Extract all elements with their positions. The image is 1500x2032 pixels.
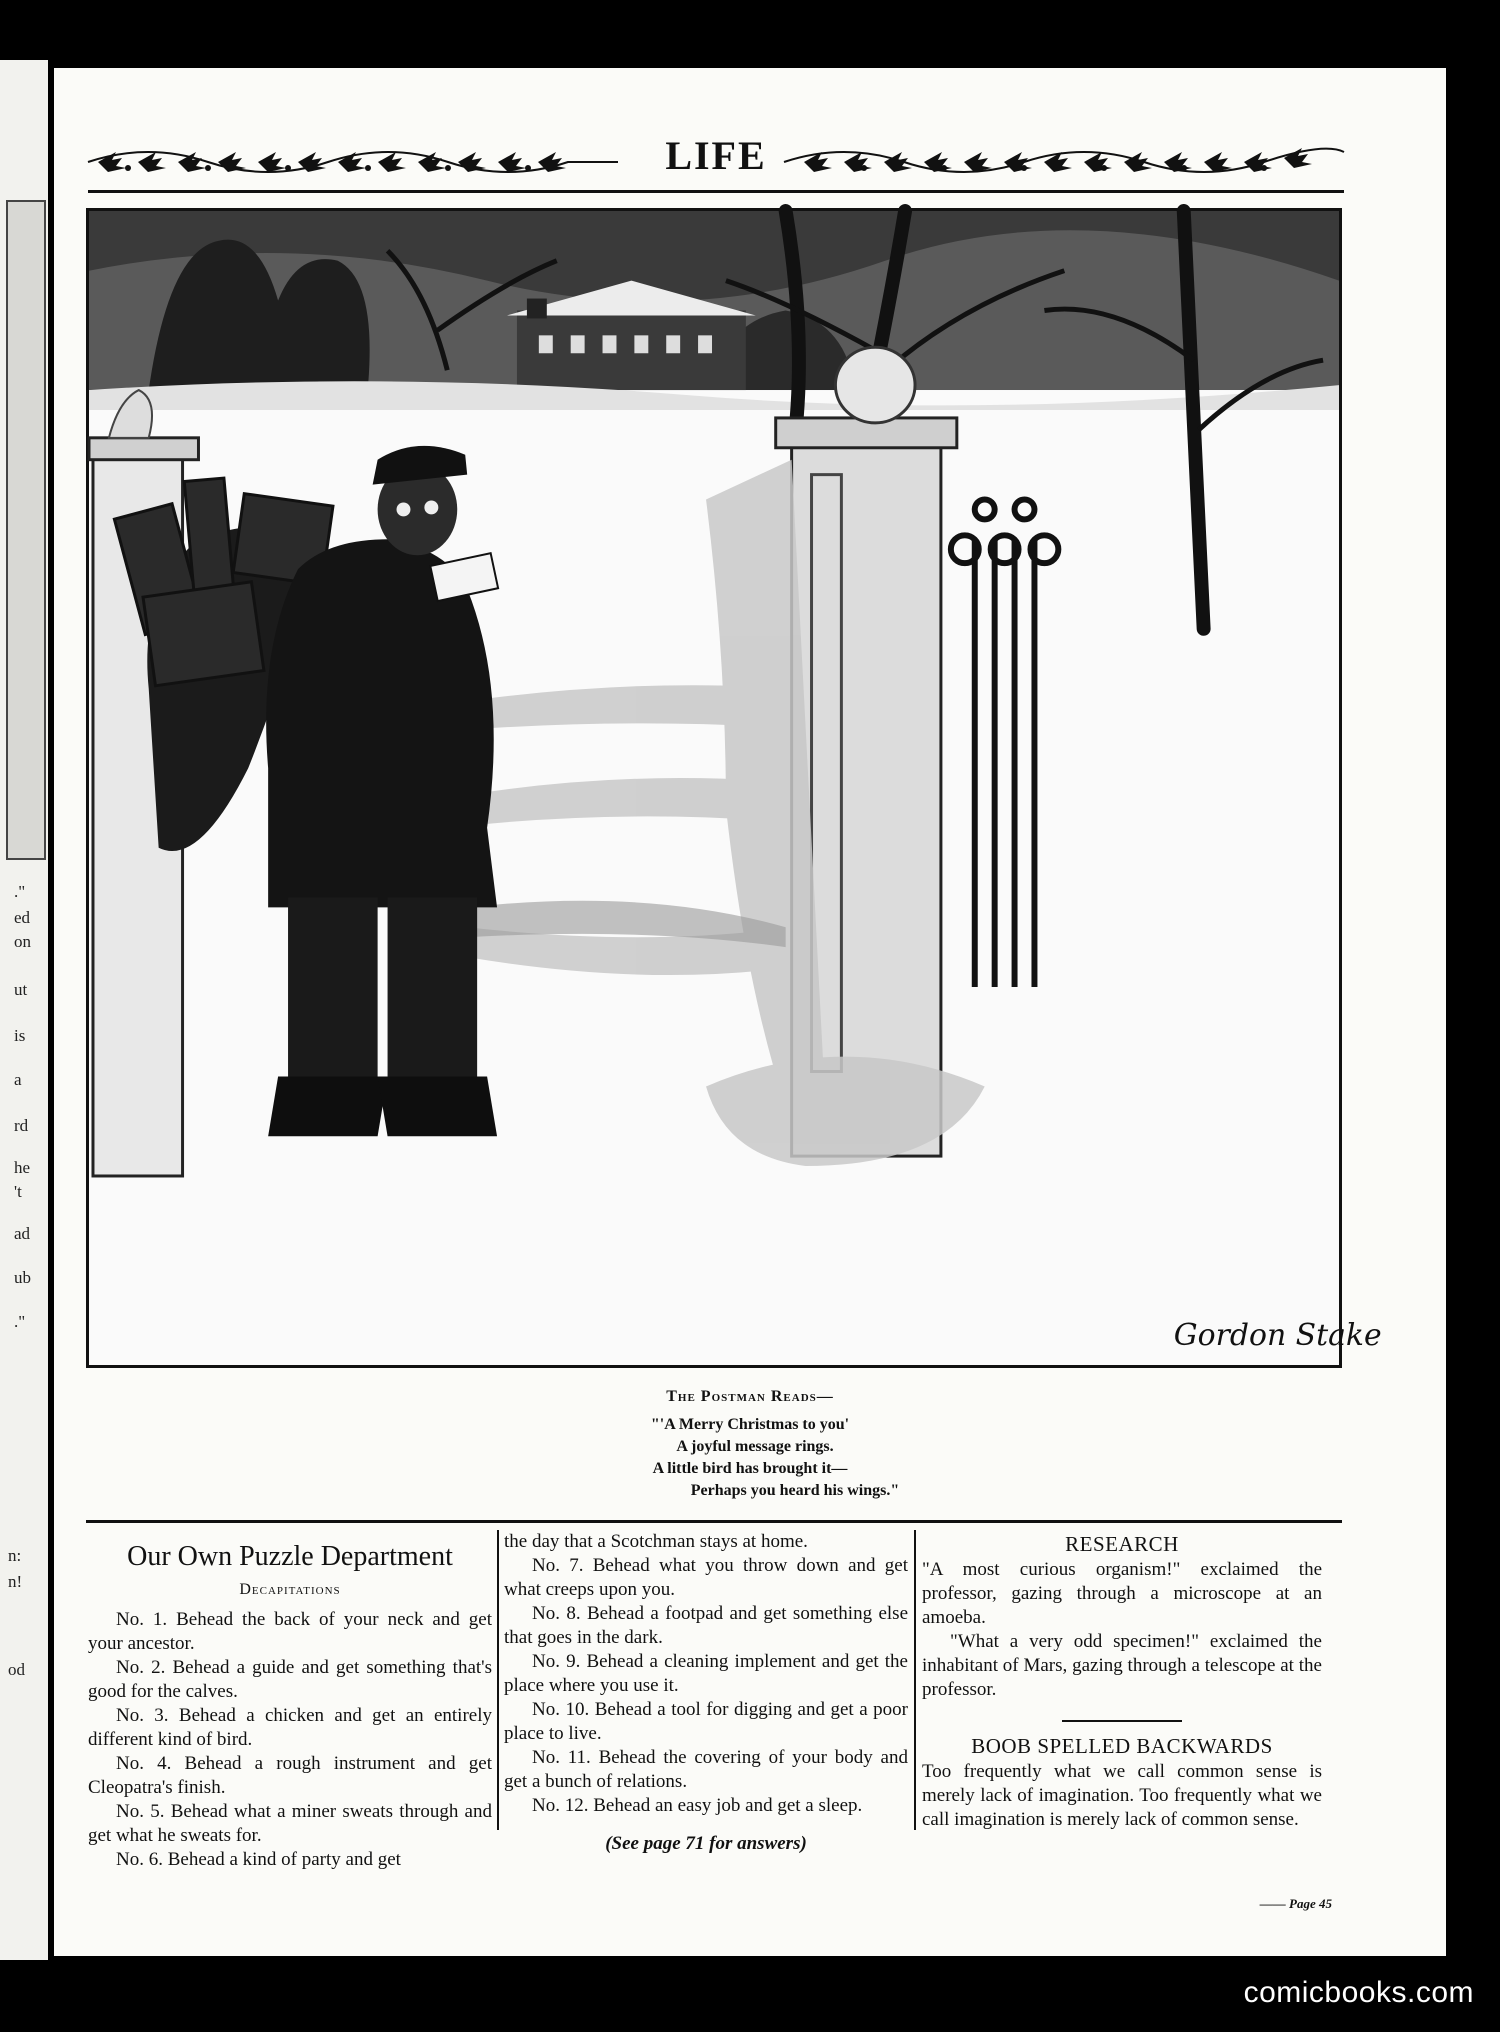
puzzle-title: Our Own Puzzle Department xyxy=(127,1541,453,1572)
puzzle-item: No. 3. Behead a chicken and get an entirely different kind of bird. xyxy=(88,1705,492,1750)
section-rule xyxy=(86,1520,1342,1523)
caption-line: Perhaps you heard his wings." xyxy=(690,1482,900,1499)
left-page-fragment: a xyxy=(14,1070,22,1089)
left-page-fragment: on xyxy=(14,932,31,951)
illustration-caption xyxy=(54,1386,1446,1502)
postman-at-gate-icon xyxy=(89,211,1382,1365)
left-page-fragment: od xyxy=(8,1660,25,1679)
puzzle-column-1 xyxy=(88,1530,492,1872)
left-page-fragment: ." xyxy=(14,1312,26,1331)
caption-heading: The Postman Reads— xyxy=(666,1388,834,1405)
research-paragraph: "What a very odd specimen!" exclaimed the inhabitant of Mars, gazing through a telescope at the professor. xyxy=(922,1631,1322,1700)
left-page-fragment: he xyxy=(14,1158,31,1177)
postman-illustration xyxy=(86,208,1382,1368)
puzzle-column-2 xyxy=(504,1530,908,1856)
caption-line: A little bird has brought it— xyxy=(652,1460,848,1477)
puzzle-item: No. 1. Behead the back of your neck and get your ancestor. xyxy=(88,1609,492,1654)
artist-signature: Gordon Stake xyxy=(1173,1318,1382,1354)
left-page-fragment: ." xyxy=(14,882,26,901)
magazine-page xyxy=(54,68,1446,1956)
left-page-fragment: rd xyxy=(14,1116,29,1135)
puzzle-item: No. 9. Behead a cleaning implement and get the place where you use it. xyxy=(504,1651,908,1696)
left-page-sliver xyxy=(0,60,48,1960)
research-title: RESEARCH xyxy=(1065,1532,1179,1556)
research-paragraph: "A most curious organism!" exclaimed the professor, gazing through a microscope at an amoeba. xyxy=(922,1559,1322,1628)
left-page-fragment: ut xyxy=(14,980,28,999)
column-divider xyxy=(914,1530,916,1830)
left-page-fragment: ed xyxy=(14,908,31,927)
holly-border-right-icon xyxy=(784,132,1344,180)
puzzle-answers-note: (See page 71 for answers) xyxy=(605,1833,807,1854)
column-divider xyxy=(497,1530,499,1830)
puzzle-item: No. 11. Behead the covering of your body and get a bunch of relations. xyxy=(504,1747,908,1792)
left-page-fragment: is xyxy=(14,1026,26,1045)
puzzle-item: No. 8. Behead a footpad and get something else that goes in the dark. xyxy=(504,1603,908,1648)
puzzle-item: No. 2. Behead a guide and get something that's good for the calves. xyxy=(88,1657,492,1702)
puzzle-item: No. 7. Behead what you throw down and get what creeps upon you. xyxy=(504,1555,908,1600)
left-page-fragment: 't xyxy=(14,1182,22,1201)
boob-text: Too frequently what we call common sense is merely lack of imagination. Too frequently what we call imagination is merely lack of common sense. xyxy=(922,1761,1322,1830)
magazine-title: LIFE xyxy=(665,133,767,178)
puzzle-item: No. 5. Behead what a miner sweats through and get what he sweats for. xyxy=(88,1801,492,1846)
left-page-fragment: ub xyxy=(14,1268,31,1287)
left-page-fragment: n: xyxy=(8,1546,22,1565)
puzzle-item-continued: the day that a Scotchman stays at home. xyxy=(504,1531,808,1552)
masthead xyxy=(88,132,1344,188)
puzzle-item: No. 6. Behead a kind of party and get xyxy=(116,1849,401,1870)
boob-title: BOOB SPELLED BACKWARDS xyxy=(971,1734,1273,1758)
puzzle-item: No. 4. Behead a rough instrument and get Cleopatra's finish. xyxy=(88,1753,492,1798)
short-divider xyxy=(1062,1720,1182,1722)
page-number: —— Page 45 xyxy=(1259,1896,1332,1911)
puzzle-item: No. 10. Behead a tool for digging and get a poor place to live. xyxy=(504,1699,908,1744)
caption-line: "'A Merry Christmas to you' xyxy=(650,1416,850,1433)
masthead-rule xyxy=(88,190,1344,193)
left-page-image-box xyxy=(6,200,46,860)
puzzle-item: No. 12. Behead an easy job and get a sleep. xyxy=(532,1795,863,1816)
left-page-fragment: n! xyxy=(8,1572,23,1591)
left-page-fragment: ad xyxy=(14,1224,31,1243)
puzzle-subtitle: Decapitations xyxy=(239,1581,341,1598)
caption-line: A joyful message rings. xyxy=(676,1438,834,1455)
site-watermark: comicbooks.com xyxy=(1243,1976,1474,2009)
research-column xyxy=(922,1530,1322,1832)
